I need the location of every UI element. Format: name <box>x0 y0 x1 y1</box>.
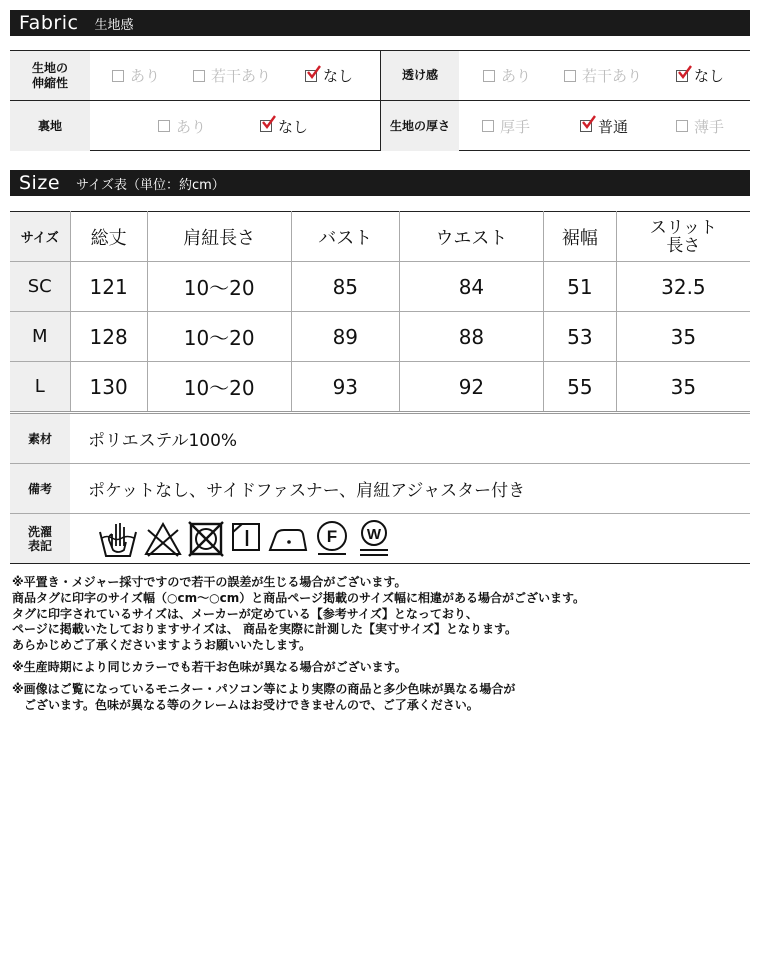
no-tumble-dry-icon <box>188 518 224 558</box>
table-cell: 89 <box>291 312 399 362</box>
remarks-row <box>10 464 750 514</box>
fabric-title-en: Fabric <box>19 12 79 34</box>
note-line: ※平置き・メジャー採寸ですので若干の誤差が生じる場合がございます。 <box>12 575 407 589</box>
table-cell: 35 <box>616 362 750 412</box>
checked-checkbox-icon <box>580 120 592 132</box>
checkbox-icon <box>483 70 495 82</box>
sheer-option-yes: あり <box>483 51 531 100</box>
fabric-title-jp: 生地感 <box>94 17 134 33</box>
checked-checkbox-icon <box>305 70 317 82</box>
hand-wash-icon <box>98 518 138 558</box>
column-header: 総丈 <box>70 212 147 262</box>
table-row <box>10 362 750 412</box>
thickness-option-thin: 薄手 <box>676 101 724 151</box>
note-line: あらかじめご了承くださいますようお願いいたします。 <box>12 638 312 653</box>
wet-clean-w-icon <box>356 518 392 560</box>
material-value: ポリエステル100% <box>88 431 238 451</box>
sheer-option-none: なし <box>676 51 724 100</box>
checkbox-icon <box>564 70 576 82</box>
fabric-header-bar <box>10 10 750 36</box>
note-line: ございます。色味が異なる等のクレームはお受けできませんので、ご了承ください。 <box>12 697 479 712</box>
svg-text:W: W <box>366 526 382 543</box>
column-header: ウエスト <box>400 212 544 262</box>
checkbox-icon <box>676 120 688 132</box>
checkbox-icon <box>112 70 124 82</box>
thickness-option-normal: 普通 <box>580 101 628 151</box>
note-line: ※生産時期により同じカラーでも若干お色味が異なる場合がございます。 <box>12 659 407 674</box>
table-cell: 55 <box>543 362 616 412</box>
checkbox-icon <box>158 120 170 132</box>
table-cell: 93 <box>291 362 399 412</box>
checkbox-icon <box>482 120 494 132</box>
stretch-option-none: なし <box>305 51 353 100</box>
table-cell: 32.5 <box>616 262 750 312</box>
note-line: ページに掲載いたしておりますサイズは、 商品を実際に計測した【実寸サイズ】となります。 <box>12 622 518 637</box>
svg-text:F: F <box>326 527 338 546</box>
size-cell: M <box>10 312 70 362</box>
lining-option-none: なし <box>260 101 308 151</box>
column-header: 裾幅 <box>543 212 616 262</box>
table-cell: 53 <box>543 312 616 362</box>
table-cell: 10〜20 <box>147 362 291 412</box>
material-label: 素材 <box>10 414 70 463</box>
thickness-option-thick: 厚手 <box>482 101 530 151</box>
stretch-option-slight: 若干あり <box>193 51 271 100</box>
size-table <box>10 211 750 412</box>
info-table <box>10 411 750 561</box>
notes <box>12 575 585 713</box>
size-table-header <box>10 212 750 262</box>
table-cell: 88 <box>400 312 544 362</box>
fabric-divider <box>380 51 381 151</box>
stretch-option-yes: あり <box>112 51 160 100</box>
sheer-option-slight: 若干あり <box>564 51 642 100</box>
table-cell: 92 <box>400 362 544 412</box>
lining-label: 裏地 <box>10 101 90 151</box>
remarks-value: ポケットなし、サイドファスナー、肩紐アジャスター付き <box>88 481 526 501</box>
line-dry-shade-icon <box>230 518 262 558</box>
checkbox-icon <box>193 70 205 82</box>
column-header-slit: スリット 長さ <box>616 212 750 262</box>
care-icons <box>98 518 392 560</box>
column-header: バスト <box>291 212 399 262</box>
lining-option-yes: あり <box>158 101 206 151</box>
table-cell: 10〜20 <box>147 262 291 312</box>
note-line: タグに印字されているサイズは、メーカーが定めている【参考サイズ】となっており、 <box>12 606 478 621</box>
size-cell: SC <box>10 262 70 312</box>
remarks-label: 備考 <box>10 464 70 513</box>
sheer-label: 透け感 <box>381 51 459 100</box>
fabric-table <box>10 50 750 151</box>
table-cell: 10〜20 <box>147 312 291 362</box>
table-row <box>10 262 750 312</box>
note-line: ※画像はご覧になっているモニター・パソコン等により実際の商品と多少色味が異なる場合が <box>12 681 516 696</box>
checked-checkbox-icon <box>676 70 688 82</box>
table-cell: 128 <box>70 312 147 362</box>
size-title-en: Size <box>19 172 61 194</box>
low-iron-icon <box>268 518 308 558</box>
size-cell: L <box>10 362 70 412</box>
stretch-label: 生地の 伸縮性 <box>10 51 90 100</box>
table-cell: 130 <box>70 362 147 412</box>
care-row <box>10 514 750 564</box>
table-cell: 84 <box>400 262 544 312</box>
table-cell: 35 <box>616 312 750 362</box>
table-cell: 85 <box>291 262 399 312</box>
table-cell: 121 <box>70 262 147 312</box>
column-header: 肩紐長さ <box>147 212 291 262</box>
care-label: 洗濯 表記 <box>10 514 70 563</box>
note-line: 商品タグに印字のサイズ幅（○cm〜○cm）と商品ページ掲載のサイズ幅に相違がある場合がございます。 <box>12 590 586 605</box>
checked-checkbox-icon <box>260 120 272 132</box>
size-title-jp: サイズ表（単位：約cm） <box>76 177 225 193</box>
table-cell: 51 <box>543 262 616 312</box>
no-bleach-icon <box>144 518 182 558</box>
thickness-label: 生地の厚さ <box>381 101 459 151</box>
size-header-label: サイズ <box>10 212 70 262</box>
table-row <box>10 312 750 362</box>
material-row <box>10 414 750 464</box>
dry-clean-f-icon <box>314 518 350 558</box>
size-header-bar <box>10 170 750 196</box>
